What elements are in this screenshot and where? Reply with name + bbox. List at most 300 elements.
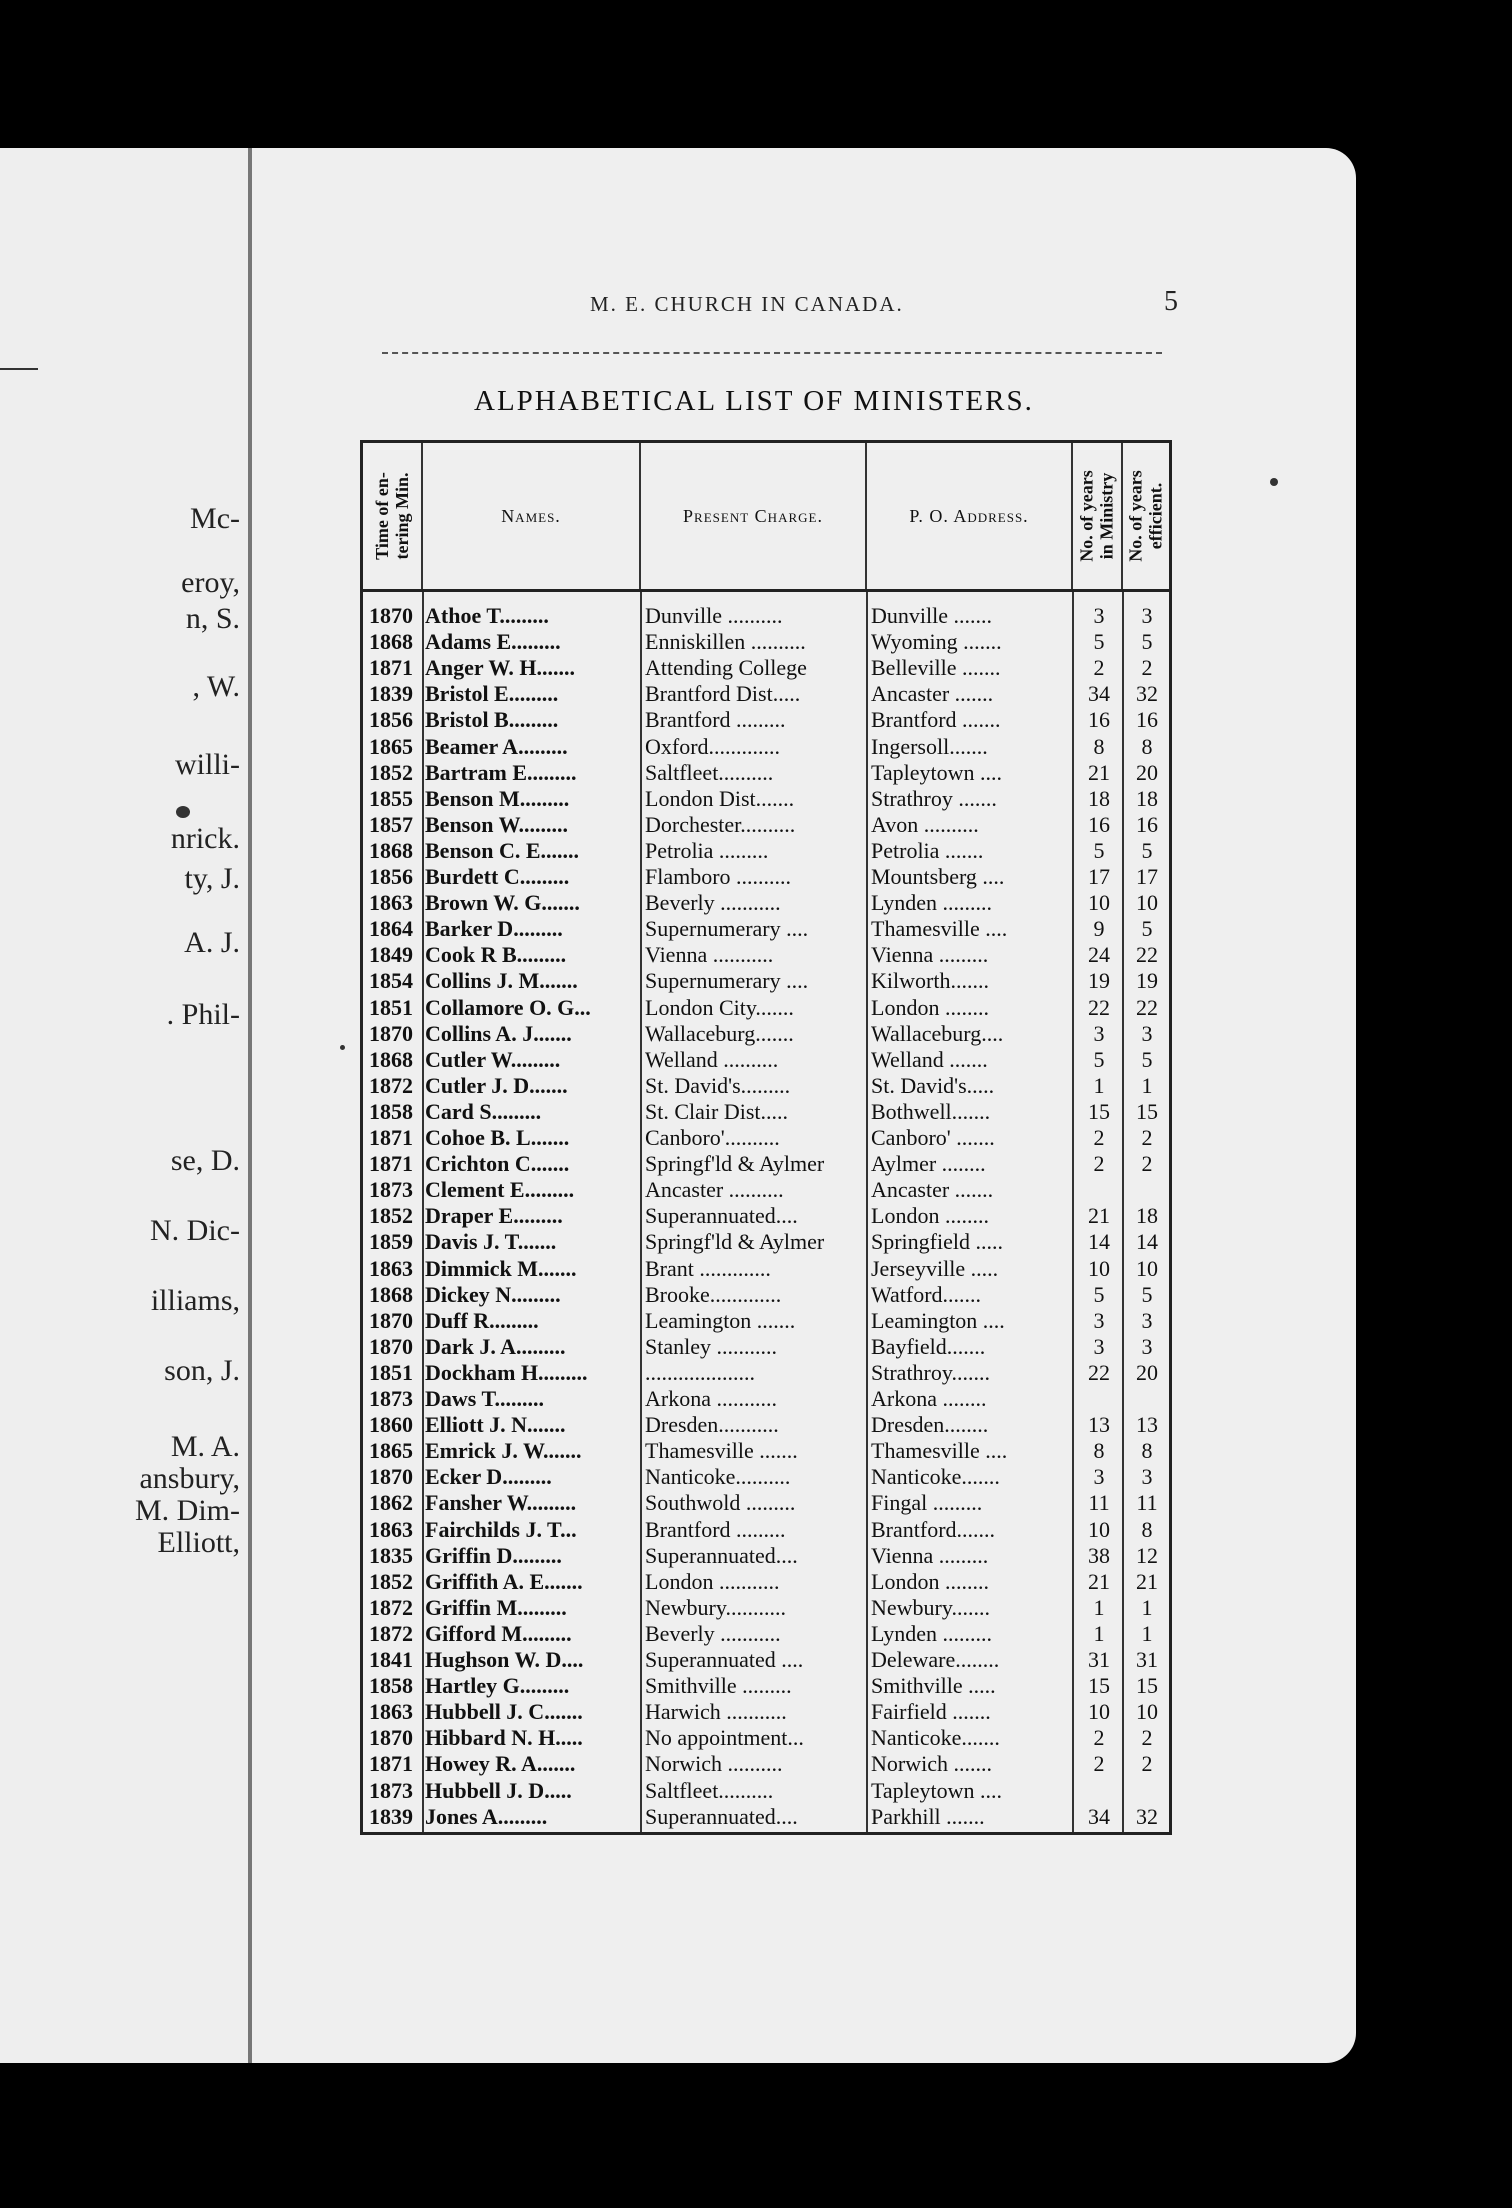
table-row [363, 1360, 1169, 1386]
cell-charge: Oxford............. [645, 733, 781, 759]
cell-ministry: 1 [1093, 1620, 1105, 1646]
cell-name: Daws T......... [425, 1386, 544, 1411]
table-row [363, 1751, 1169, 1777]
cell-efficient: 10 [1136, 890, 1158, 916]
cell-year: 1872 [369, 1594, 413, 1620]
table-row [363, 786, 1169, 812]
cell-efficient: 11 [1136, 1490, 1158, 1516]
cell-address: Wyoming ....... [871, 629, 1002, 655]
table-row [363, 1673, 1169, 1699]
table-row [363, 1125, 1169, 1151]
cell-ministry: 1 [1093, 1072, 1105, 1098]
table-row [363, 760, 1169, 786]
cell-charge: No appointment... [645, 1725, 804, 1751]
left-page-text: M. Dim- [135, 1494, 240, 1527]
left-page-text-fragment [10, 1462, 240, 1496]
cell-year: 1863 [369, 1516, 413, 1542]
cell-efficient: 5 [1141, 1281, 1153, 1307]
cell-ministry: 31 [1088, 1647, 1110, 1672]
cell-address: Canboro' ....... [871, 1125, 995, 1150]
cell-ministry: 2 [1093, 1751, 1105, 1777]
table-row [363, 1778, 1169, 1804]
cell-name: Collins J. M....... [425, 968, 578, 994]
cell-charge: Saltfleet.......... [645, 759, 774, 785]
cell-year: 1872 [369, 1072, 413, 1098]
left-page-text: , W. [192, 670, 240, 703]
cell-name: Bristol B......... [425, 707, 559, 733]
cell-efficient: 2 [1141, 1151, 1153, 1177]
cell-efficient: 20 [1136, 1359, 1158, 1385]
cell-efficient: 1 [1141, 1620, 1153, 1646]
cell-ministry: 2 [1093, 655, 1105, 681]
cell-ministry: 3 [1093, 1020, 1105, 1046]
header-address-label: P. O. Address. [909, 505, 1029, 526]
cell-efficient: 3 [1141, 1020, 1153, 1046]
cell-address: Aylmer ........ [871, 1151, 986, 1177]
cell-name: Hughson W. D.... [425, 1647, 584, 1672]
cell-address: Fairfield ....... [871, 1699, 991, 1725]
cell-name: Cook R B......... [425, 942, 567, 968]
header-ministry-line-2: in Ministry [1097, 472, 1118, 560]
table-row [363, 1256, 1169, 1282]
page-number: 5 [1164, 286, 1178, 317]
header-years-ministry [1073, 443, 1123, 589]
ink-speck [1270, 478, 1278, 486]
table-row [363, 1229, 1169, 1255]
cell-efficient: 8 [1141, 1516, 1153, 1542]
table-row [363, 1621, 1169, 1647]
cell-efficient: 3 [1141, 1464, 1153, 1490]
cell-year: 1873 [369, 1386, 413, 1411]
cell-charge: Saltfleet.......... [645, 1777, 774, 1803]
table-row [363, 1595, 1169, 1621]
cell-year: 1868 [369, 837, 413, 863]
header-years-efficient [1123, 443, 1169, 589]
cell-name: Bartram E......... [425, 759, 577, 785]
cell-year: 1858 [369, 1098, 413, 1124]
cell-year: 1870 [369, 1725, 413, 1751]
cell-year: 1841 [369, 1647, 413, 1672]
cell-year: 1852 [369, 759, 413, 785]
cell-year: 1852 [369, 1203, 413, 1229]
cell-year: 1855 [369, 785, 413, 811]
cell-name: Emrick J. W....... [425, 1438, 582, 1464]
left-page-text: M. A. [170, 1430, 240, 1463]
cell-name: Cutler W......... [425, 1046, 561, 1072]
cell-year: 1863 [369, 1699, 413, 1725]
cell-ministry: 17 [1088, 864, 1110, 889]
table-row [363, 916, 1169, 942]
header-present-charge [641, 443, 867, 589]
table-row [363, 1569, 1169, 1595]
cell-charge: Brant ............. [645, 1255, 771, 1281]
table-row [363, 681, 1169, 707]
cell-address: Nanticoke....... [871, 1725, 1000, 1751]
cell-charge: Newbury........... [645, 1594, 786, 1620]
cell-year: 1870 [369, 1020, 413, 1046]
table-row [363, 942, 1169, 968]
header-efficient-line-2: efficient. [1146, 482, 1167, 550]
left-page-text-fragment [10, 998, 240, 1032]
header-charge-label: Present Charge. [683, 505, 823, 526]
cell-name: Benson M......... [425, 785, 570, 811]
table-row [363, 812, 1169, 838]
cell-name: Burdett C......... [425, 864, 570, 889]
cell-charge: Brantford ......... [645, 1516, 786, 1542]
cell-charge: Dresden........... [645, 1412, 779, 1438]
cell-charge: St. David's......... [645, 1072, 791, 1098]
cell-ministry: 8 [1093, 1438, 1105, 1464]
cell-name: Griffin M......... [425, 1594, 567, 1620]
cell-year: 1859 [369, 1229, 413, 1255]
cell-charge: Brantford ......... [645, 707, 786, 733]
cell-address: Arkona ........ [871, 1386, 987, 1411]
cell-address: Nanticoke....... [871, 1464, 1000, 1490]
left-page-text: ty, J. [184, 862, 240, 895]
cell-ministry: 2 [1093, 1125, 1105, 1150]
cell-name: Hibbard N. H..... [425, 1725, 583, 1751]
table-row [363, 1543, 1169, 1569]
cell-ministry: 5 [1093, 1281, 1105, 1307]
cell-name: Fansher W......... [425, 1490, 577, 1516]
cell-efficient: 19 [1136, 968, 1158, 994]
cell-year: 1865 [369, 733, 413, 759]
cell-efficient: 14 [1136, 1229, 1158, 1255]
table-row [363, 1203, 1169, 1229]
cell-efficient: 18 [1136, 1203, 1158, 1229]
left-page-text: eroy, [181, 566, 240, 599]
cell-year: 1873 [369, 1177, 413, 1203]
cell-ministry: 5 [1093, 629, 1105, 655]
cell-efficient: 8 [1141, 1438, 1153, 1464]
cell-ministry: 14 [1088, 1229, 1110, 1255]
cell-ministry: 2 [1093, 1151, 1105, 1177]
cell-year: 1852 [369, 1568, 413, 1594]
cell-charge: Southwold ......... [645, 1490, 796, 1516]
cell-address: Petrolia ....... [871, 837, 984, 863]
cell-efficient: 1 [1141, 1594, 1153, 1620]
cell-efficient: 3 [1141, 1333, 1153, 1359]
cell-efficient: 16 [1136, 811, 1158, 837]
cell-address: Jerseyville ..... [871, 1255, 999, 1281]
table-row [363, 1517, 1169, 1543]
left-page-text-fragment [10, 1284, 240, 1318]
left-page-text: nrick. [170, 822, 240, 855]
cell-name: Hartley G......... [425, 1673, 570, 1699]
header-time-line-1: Time of en- [372, 472, 392, 560]
header-underline [363, 589, 1169, 592]
cell-year: 1862 [369, 1490, 413, 1516]
cell-name: Hubbell J. C....... [425, 1699, 583, 1725]
cell-address: London ........ [871, 994, 989, 1020]
table-row [363, 864, 1169, 890]
cell-efficient: 15 [1136, 1673, 1158, 1699]
table-row [363, 1490, 1169, 1516]
cell-year: 1854 [369, 968, 413, 994]
cell-name: Duff R......... [425, 1307, 539, 1333]
cell-charge: Dorchester.......... [645, 811, 796, 837]
cell-ministry: 5 [1093, 1046, 1105, 1072]
cell-efficient: 5 [1141, 1046, 1153, 1072]
left-page-text-fragment [10, 602, 240, 636]
header-time-line-2: tering Min. [392, 472, 412, 560]
cell-year: 1871 [369, 1751, 413, 1777]
left-page-text-fragment [10, 1144, 240, 1178]
table-row [363, 707, 1169, 733]
cell-address: Strathroy ....... [871, 785, 997, 811]
cell-address: Thamesville .... [871, 916, 1008, 942]
left-page-text: ansbury, [139, 1462, 240, 1495]
cell-name: Beamer A......... [425, 733, 568, 759]
cell-efficient: 2 [1141, 1751, 1153, 1777]
cell-address: Dresden........ [871, 1412, 989, 1438]
cell-year: 1839 [369, 681, 413, 707]
cell-efficient: 17 [1136, 864, 1158, 889]
table-row [363, 1464, 1169, 1490]
cell-address: Dunville ....... [871, 603, 992, 628]
cell-charge: London Dist....... [645, 785, 795, 811]
cell-name: Adams E......... [425, 629, 561, 655]
cell-address: Leamington .... [871, 1307, 1005, 1333]
cell-name: Benson W......... [425, 811, 569, 837]
cell-ministry: 18 [1088, 785, 1110, 811]
cell-address: Brantford ....... [871, 707, 1001, 733]
cell-ministry: 10 [1088, 1516, 1110, 1542]
cell-address: Thamesville .... [871, 1438, 1008, 1464]
cell-efficient: 15 [1136, 1098, 1158, 1124]
left-page-text-fragment [10, 670, 240, 704]
header-names [423, 443, 641, 589]
cell-charge: London City....... [645, 994, 794, 1020]
cell-charge: St. Clair Dist..... [645, 1098, 789, 1124]
table-row [363, 995, 1169, 1021]
table-row [363, 1073, 1169, 1099]
cell-ministry: 1 [1093, 1594, 1105, 1620]
cell-efficient: 21 [1136, 1568, 1158, 1594]
cell-ministry: 21 [1088, 759, 1110, 785]
cell-ministry: 22 [1088, 994, 1110, 1020]
left-page-text: son, J. [164, 1354, 240, 1387]
cell-name: Howey R. A....... [425, 1751, 576, 1777]
cell-name: Ecker D......... [425, 1464, 552, 1490]
left-page-text: willi- [175, 748, 240, 781]
cell-name: Card S......... [425, 1098, 542, 1124]
cell-year: 1863 [369, 890, 413, 916]
table-row [363, 1021, 1169, 1047]
cell-efficient: 10 [1136, 1255, 1158, 1281]
cell-year: 1864 [369, 916, 413, 942]
left-page-rule [0, 368, 38, 370]
cell-year: 1856 [369, 864, 413, 889]
list-title: ALPHABETICAL LIST OF MINISTERS. [474, 385, 1034, 417]
cell-address: Mountsberg .... [871, 864, 1005, 889]
table-row [363, 838, 1169, 864]
cell-charge: Smithville ......... [645, 1673, 792, 1699]
left-page-text: A. J. [184, 926, 240, 959]
cell-year: 1839 [369, 1803, 413, 1829]
cell-ministry: 34 [1088, 1803, 1110, 1829]
cell-ministry: 9 [1093, 916, 1105, 942]
cell-address: Tapleytown .... [871, 759, 1003, 785]
table-row [363, 1151, 1169, 1177]
left-page-text-fragment [10, 1354, 240, 1388]
cell-ministry: 21 [1088, 1568, 1110, 1594]
left-page-text-fragment [10, 1214, 240, 1248]
left-page-text: Mc- [190, 502, 240, 535]
left-page-text-fragment [10, 566, 240, 600]
cell-charge: London ........... [645, 1568, 780, 1594]
left-page-text-fragment [10, 862, 240, 896]
cell-year: 1868 [369, 1046, 413, 1072]
cell-year: 1871 [369, 1151, 413, 1177]
cell-charge: Stanley ........... [645, 1333, 777, 1359]
header-ministry-line-1: No. of years [1077, 470, 1098, 562]
left-page-text: N. Dic- [150, 1214, 240, 1247]
ink-speck [340, 1045, 345, 1050]
cell-name: Dimmick M....... [425, 1255, 577, 1281]
cell-ministry: 3 [1093, 1307, 1105, 1333]
table-row [363, 655, 1169, 681]
cell-address: Ingersoll....... [871, 733, 988, 759]
cell-year: 1871 [369, 655, 413, 681]
cell-address: Lynden ......... [871, 890, 992, 916]
cell-ministry: 38 [1088, 1542, 1110, 1568]
table-row [363, 1047, 1169, 1073]
cell-ministry: 16 [1088, 811, 1110, 837]
cell-ministry: 3 [1093, 1333, 1105, 1359]
cell-charge: Canboro'.......... [645, 1125, 780, 1150]
cell-charge: Ancaster .......... [645, 1177, 784, 1203]
cell-name: Hubbell J. D..... [425, 1777, 572, 1803]
cell-ministry: 21 [1088, 1203, 1110, 1229]
cell-charge: Superannuated.... [645, 1203, 798, 1229]
cell-efficient: 3 [1141, 1307, 1153, 1333]
cell-address: Brantford....... [871, 1516, 996, 1542]
cell-name: Crichton C....... [425, 1151, 570, 1177]
cell-address: Newbury....... [871, 1594, 990, 1620]
table-row [363, 1412, 1169, 1438]
cell-efficient: 3 [1141, 603, 1153, 628]
table-row [363, 1647, 1169, 1673]
running-head: M. E. CHURCH IN CANADA. [590, 292, 904, 316]
cell-name: Jones A......... [425, 1803, 548, 1829]
left-page-text: . Phil- [166, 998, 240, 1031]
cell-efficient: 13 [1136, 1412, 1158, 1438]
table-row [363, 1308, 1169, 1334]
cell-year: 1857 [369, 811, 413, 837]
cell-name: Gifford M......... [425, 1620, 572, 1646]
cell-address: Ancaster ....... [871, 1177, 994, 1203]
cell-charge: Welland .......... [645, 1046, 779, 1072]
cell-address: Wallaceburg.... [871, 1020, 1004, 1046]
cell-address: Ancaster ....... [871, 681, 994, 707]
cell-address: London ........ [871, 1203, 989, 1229]
cell-address: Watford....... [871, 1281, 982, 1307]
cell-ministry: 5 [1093, 837, 1105, 863]
cell-name: Griffin D......... [425, 1542, 562, 1568]
cell-charge: Superannuated.... [645, 1803, 798, 1829]
cell-address: Smithville ..... [871, 1673, 996, 1699]
header-rule [382, 352, 1162, 354]
header-efficient-line-1: No. of years [1126, 470, 1147, 562]
header-names-label: Names. [501, 505, 561, 526]
left-page-text-fragment [10, 1494, 240, 1528]
table-row [363, 1099, 1169, 1125]
cell-address: Avon .......... [871, 811, 979, 837]
cell-address: Tapleytown .... [871, 1777, 1003, 1803]
table-row [363, 1699, 1169, 1725]
cell-efficient: 10 [1136, 1699, 1158, 1725]
cell-charge: Beverly ........... [645, 1620, 781, 1646]
table-row [363, 968, 1169, 994]
left-page-text-fragment [10, 502, 240, 536]
cell-charge: Brooke............. [645, 1281, 782, 1307]
cell-efficient: 20 [1136, 759, 1158, 785]
cell-year: 1865 [369, 1438, 413, 1464]
cell-efficient: 5 [1141, 837, 1153, 863]
cell-ministry: 13 [1088, 1412, 1110, 1438]
cell-address: Vienna ......... [871, 1542, 989, 1568]
left-page-text-fragment [10, 926, 240, 960]
cell-year: 1870 [369, 1333, 413, 1359]
cell-year: 1856 [369, 707, 413, 733]
cell-charge: Springf'ld & Aylmer [645, 1229, 825, 1255]
cell-ministry: 16 [1088, 707, 1110, 733]
table-row [363, 1334, 1169, 1360]
cell-year: 1868 [369, 629, 413, 655]
table-row [363, 1177, 1169, 1203]
cell-year: 1863 [369, 1255, 413, 1281]
cell-efficient: 31 [1136, 1647, 1158, 1672]
cell-name: Collins A. J....... [425, 1020, 572, 1046]
cell-efficient: 22 [1136, 942, 1158, 968]
cell-ministry: 2 [1093, 1725, 1105, 1751]
cell-efficient: 5 [1141, 916, 1153, 942]
cell-name: Cutler J. D....... [425, 1072, 568, 1098]
cell-name: Dockham H......... [425, 1359, 588, 1385]
cell-charge: Supernumerary .... [645, 968, 809, 994]
cell-address: Bothwell....... [871, 1098, 991, 1124]
cell-efficient: 1 [1141, 1072, 1153, 1098]
cell-ministry: 24 [1088, 942, 1110, 968]
cell-ministry: 11 [1088, 1490, 1110, 1516]
cell-charge: Wallaceburg....... [645, 1020, 794, 1046]
cell-charge: Brantford Dist..... [645, 681, 801, 707]
left-facing-page [0, 148, 248, 2063]
cell-charge: Nanticoke.......... [645, 1464, 791, 1490]
cell-year: 1849 [369, 942, 413, 968]
cell-address: Springfield ..... [871, 1229, 1003, 1255]
cell-name: Anger W. H....... [425, 655, 575, 681]
left-page-text-fragment [10, 822, 240, 856]
cell-efficient: 32 [1136, 1803, 1158, 1829]
cell-efficient: 5 [1141, 629, 1153, 655]
table-row [363, 1804, 1169, 1830]
cell-charge: Supernumerary .... [645, 916, 809, 942]
table-row [363, 890, 1169, 916]
cell-name: Dickey N......... [425, 1281, 561, 1307]
cell-address: Lynden ......... [871, 1620, 992, 1646]
cell-charge: Norwich .......... [645, 1751, 783, 1777]
cell-charge: Flamboro .......... [645, 864, 792, 889]
cell-name: Benson C. E....... [425, 837, 580, 863]
cell-efficient: 18 [1136, 785, 1158, 811]
cell-charge: Superannuated .... [645, 1647, 804, 1672]
cell-efficient: 2 [1141, 655, 1153, 681]
cell-name: Elliott J. N....... [425, 1412, 566, 1438]
cell-ministry: 10 [1088, 1255, 1110, 1281]
cell-efficient: 22 [1136, 994, 1158, 1020]
